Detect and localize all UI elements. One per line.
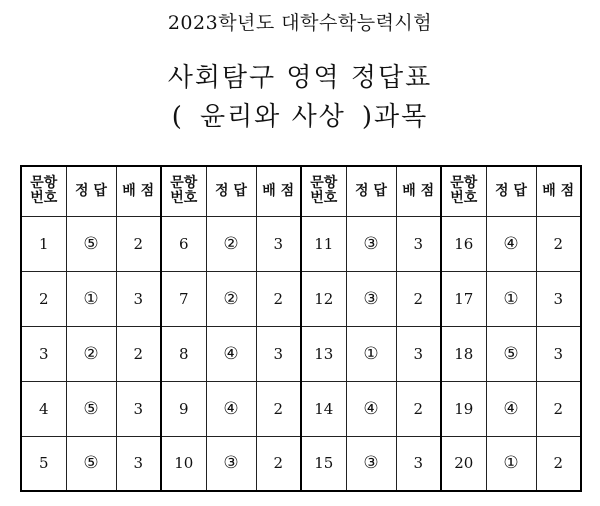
subject-name: 윤리와 사상 (199, 102, 346, 132)
question-number: 14 (301, 381, 346, 436)
question-number: 20 (441, 436, 486, 491)
points-value: 3 (396, 216, 441, 271)
header-points: 배 점 (256, 166, 301, 216)
table-row (21, 326, 581, 381)
correct-answer: ③ (206, 436, 256, 491)
points-value: 2 (116, 326, 161, 381)
header-points: 배 점 (396, 166, 441, 216)
points-value: 2 (396, 381, 441, 436)
points-value: 3 (256, 216, 301, 271)
correct-answer: ④ (206, 326, 256, 381)
correct-answer: ② (66, 326, 116, 381)
correct-answer: ① (486, 271, 536, 326)
correct-answer: ③ (346, 436, 396, 491)
header-question-number (301, 166, 346, 216)
question-number: 1 (21, 216, 66, 271)
question-number: 11 (301, 216, 346, 271)
table-row (21, 216, 581, 271)
correct-answer: ⑤ (66, 216, 116, 271)
correct-answer: ⑤ (486, 326, 536, 381)
header-question-number (21, 166, 66, 216)
correct-answer: ④ (486, 381, 536, 436)
question-number: 9 (161, 381, 206, 436)
points-value: 2 (256, 271, 301, 326)
points-value: 3 (116, 436, 161, 491)
question-number: 8 (161, 326, 206, 381)
points-value: 3 (396, 436, 441, 491)
question-number: 10 (161, 436, 206, 491)
question-number: 7 (161, 271, 206, 326)
question-number: 15 (301, 436, 346, 491)
points-value: 2 (256, 381, 301, 436)
header-answer: 정 답 (66, 166, 116, 216)
table-row (21, 381, 581, 436)
header-question-number-line2: 번호 (450, 190, 478, 207)
subject-open-paren: ( (171, 102, 184, 132)
header-question-number-line1: 문항 (30, 175, 58, 192)
points-value: 2 (536, 381, 581, 436)
points-value: 3 (116, 271, 161, 326)
header-answer: 정 답 (486, 166, 536, 216)
subject-title (0, 96, 600, 133)
correct-answer: ① (486, 436, 536, 491)
question-number: 6 (161, 216, 206, 271)
answer-key-table (20, 165, 582, 492)
correct-answer: ④ (206, 381, 256, 436)
subject-close-paren: )과목 (361, 102, 429, 132)
correct-answer: ① (66, 271, 116, 326)
question-number: 19 (441, 381, 486, 436)
table-header-row (21, 166, 581, 216)
exam-year-title: 2023학년도 대학수학능력시험 (167, 12, 433, 34)
header-question-number-line2: 번호 (170, 190, 198, 207)
points-value: 3 (536, 326, 581, 381)
points-value: 2 (396, 271, 441, 326)
table-row (21, 271, 581, 326)
question-number: 18 (441, 326, 486, 381)
points-value: 3 (396, 326, 441, 381)
question-number: 16 (441, 216, 486, 271)
header-points: 배 점 (116, 166, 161, 216)
points-value: 3 (536, 271, 581, 326)
question-number: 2 (21, 271, 66, 326)
correct-answer: ② (206, 271, 256, 326)
question-number: 12 (301, 271, 346, 326)
header-question-number-line1: 문항 (450, 175, 478, 192)
points-value: 3 (256, 326, 301, 381)
header-answer: 정 답 (346, 166, 396, 216)
correct-answer: ④ (486, 216, 536, 271)
correct-answer: ② (206, 216, 256, 271)
area-title: 사회탐구 영역 정답표 (167, 63, 433, 93)
header-answer: 정 답 (206, 166, 256, 216)
correct-answer: ⑤ (66, 436, 116, 491)
header-question-number-line2: 번호 (30, 190, 58, 207)
question-number: 17 (441, 271, 486, 326)
header-question-number-line1: 문항 (310, 175, 338, 192)
header-question-number-line1: 문항 (170, 175, 198, 192)
header-question-number-line2: 번호 (310, 190, 338, 207)
question-number: 4 (21, 381, 66, 436)
points-value: 3 (116, 381, 161, 436)
header-points: 배 점 (536, 166, 581, 216)
points-value: 2 (536, 436, 581, 491)
correct-answer: ③ (346, 271, 396, 326)
table-row (21, 436, 581, 491)
points-value: 2 (116, 216, 161, 271)
question-number: 5 (21, 436, 66, 491)
question-number: 3 (21, 326, 66, 381)
question-number: 13 (301, 326, 346, 381)
correct-answer: ① (346, 326, 396, 381)
header-question-number (441, 166, 486, 216)
points-value: 2 (536, 216, 581, 271)
correct-answer: ⑤ (66, 381, 116, 436)
correct-answer: ④ (346, 381, 396, 436)
correct-answer: ③ (346, 216, 396, 271)
header-question-number (161, 166, 206, 216)
points-value: 2 (256, 436, 301, 491)
